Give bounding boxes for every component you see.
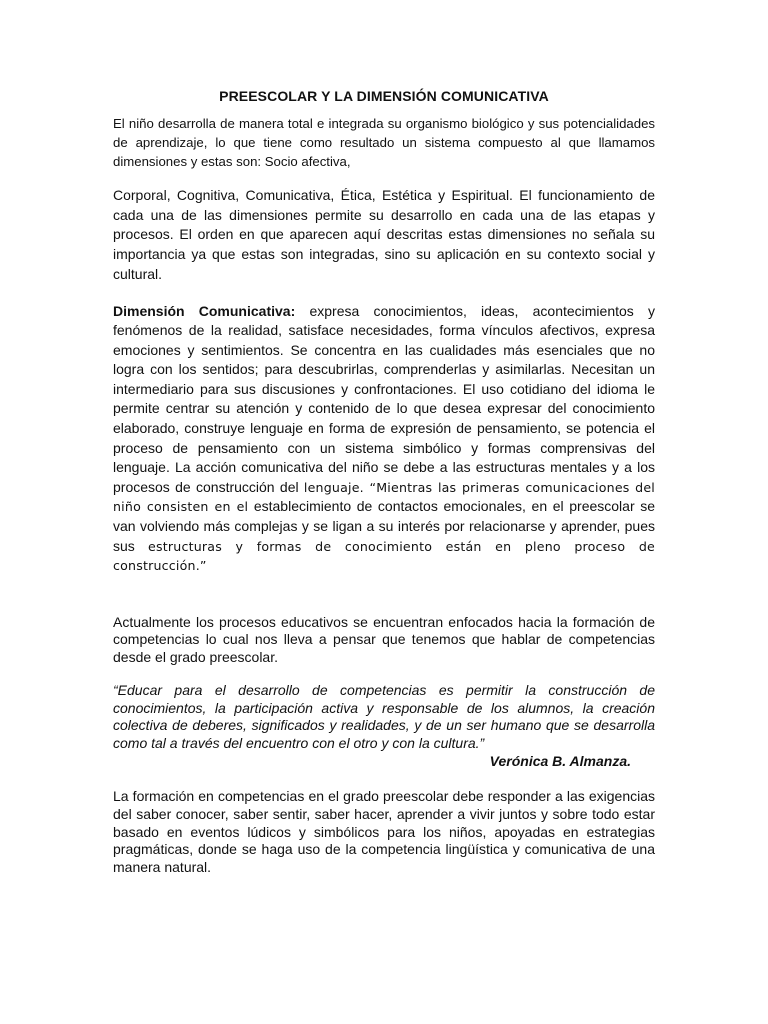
- communicative-quote-end: estructuras y formas de conocimiento están en pleno proceso de construcción.”: [113, 538, 655, 574]
- communicative-heading: Dimensión Comunicativa:: [113, 302, 296, 319]
- document-title: PREESCOLAR Y LA DIMENSIÓN COMUNICATIVA: [219, 88, 549, 104]
- communicative-quote-middle: establecimiento de contactos emocionales, en el preescolar se van volviendo más complejas y se ligan a su interés por relacionarse y aprender, pues sus: [113, 498, 656, 554]
- quote-author: Verónica B. Almanza.: [489, 753, 631, 770]
- block-quote: “Educar para el desarrollo de competencias es permitir la construcción de conocimientos, la participación activa y responsable de los alumnos, la creación colectiva de deberes, significados y realidades, y de un ser humano que se desarrolla como tal a través del encuentro con el otro y con la cultura.”: [113, 682, 655, 751]
- communicative-body: expresa conocimientos, ideas, acontecimientos y fenómenos de la realidad, satisface necesidades, forma vínculos afectivos, expresa emociones y sentimientos. Se concentra en las cualidades más esenciales que no logra con los sentidos; para descubrirlas, comprenderlas y asimilarlas. Necesitan un intermediario para sus discusiones y confrontaciones. El uso cotidiano del idioma le permite centrar su atención y contenido de lo que desea expresar del conocimiento elaborado, construye lenguaje en forma de expresión de pensamiento, se potencia el proceso de pensamiento con un sistema simbólico y formas comprensivas del lenguaje. La acción comunicativa del niño se debe a las estructuras mentales y a los procesos de construcción del: [113, 302, 655, 495]
- intro-paragraph: El niño desarrolla de manera total e integrada su organismo biológico y sus potencialidades de aprendizaje, lo que tiene como resultado un sistema compuesto al que llamamos dimensiones y estas son: Socio afectiva,: [113, 116, 655, 169]
- document-page: [113, 88, 655, 876]
- competencies-paragraph: Actualmente los procesos educativos se encuentran enfocados hacia la formación de competencias lo cual nos lleva a pensar que tenemos que hablar de competencias desde el grado preescolar.: [113, 613, 655, 665]
- communicative-quote-start: lenguaje. “Mientras las primeras comunicaciones del niño consisten en el: [113, 479, 655, 515]
- communicative-paragraph: [113, 302, 655, 576]
- closing-paragraph: La formación en competencias en el grado preescolar debe responder a las exigencias del saber conocer, saber sentir, saber hacer, aprender a vivir juntos y sobre todo estar basado en eventos lúdicos y simbólicos para los niños, apoyadas en estrategias pragmáticas, donde se haga uso de la competencia lingüística y comunicativa de una manera natural.: [113, 788, 655, 875]
- dimensions-paragraph: Corporal, Cognitiva, Comunicativa, Ética, Estética y Espiritual. El funcionamiento de cada una de las dimensiones permite su desarrollo en cada una de las etapas y procesos. El orden en que aparecen aquí descritas estas dimensiones no señala su importancia ya que estas son integradas, sino su aplicación en su contexto social y cultural.: [113, 187, 655, 282]
